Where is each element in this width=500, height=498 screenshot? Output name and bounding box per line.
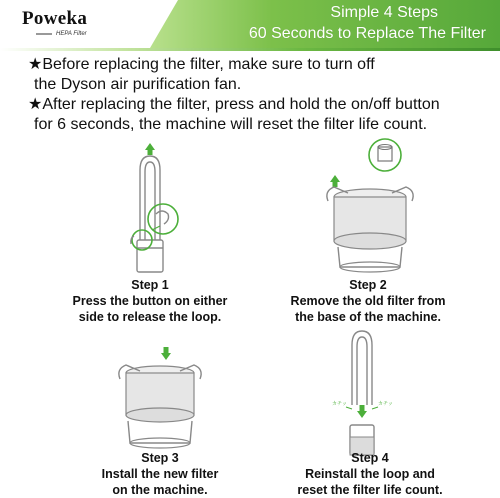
note-line: ★Before replacing the filter, make sure to turn off bbox=[28, 56, 375, 73]
step2-caption bbox=[268, 277, 468, 325]
note-reset bbox=[28, 95, 496, 135]
banner-subtitle: 60 Seconds to Replace The Filter bbox=[248, 25, 486, 42]
step-text: Install the new filter bbox=[101, 467, 219, 481]
step1-illustration bbox=[90, 140, 210, 275]
step-title: Step 3 bbox=[141, 451, 179, 465]
header bbox=[0, 0, 500, 52]
svg-text:カチッ: カチッ bbox=[332, 401, 347, 407]
step-text: on the machine. bbox=[112, 483, 208, 497]
step3-illustration bbox=[110, 345, 230, 455]
step-text: Reinstall the loop and bbox=[305, 467, 435, 481]
step2-illustration bbox=[310, 135, 450, 275]
step-text: the base of the machine. bbox=[295, 310, 441, 324]
step-text: Press the button on either bbox=[72, 294, 228, 308]
step-text: side to release the loop. bbox=[78, 310, 222, 324]
step-text: Remove the old filter from bbox=[290, 294, 446, 308]
step-title: Step 2 bbox=[349, 278, 387, 292]
banner-title: Simple 4 Steps bbox=[330, 4, 438, 21]
note-line: for 6 seconds, the machine will reset the filter life count. bbox=[34, 116, 428, 133]
note-turn-off bbox=[28, 55, 496, 95]
brand-subtitle: HEPA Filter bbox=[56, 31, 87, 37]
brand-logo: Poweka bbox=[22, 8, 88, 29]
down-arrow-icon bbox=[161, 353, 171, 360]
header-divider bbox=[0, 48, 500, 51]
step-title: Step 4 bbox=[351, 451, 389, 465]
step-text: reset the filter life count. bbox=[297, 483, 443, 497]
step1-caption bbox=[65, 277, 235, 325]
step-title: Step 1 bbox=[131, 278, 169, 292]
down-arrow-icon bbox=[357, 411, 367, 418]
note-line: ★After replacing the filter, press and hold the on/off button bbox=[28, 96, 440, 113]
instructions-notes bbox=[28, 55, 496, 135]
up-arrow-icon bbox=[145, 143, 155, 150]
step4-caption bbox=[265, 450, 475, 498]
note-line: the Dyson air purification fan. bbox=[34, 76, 242, 93]
step3-caption bbox=[70, 450, 250, 498]
svg-text:カチッ: カチッ bbox=[378, 401, 393, 407]
up-arrow-icon bbox=[330, 175, 340, 182]
brand-sub-mark bbox=[36, 33, 52, 35]
